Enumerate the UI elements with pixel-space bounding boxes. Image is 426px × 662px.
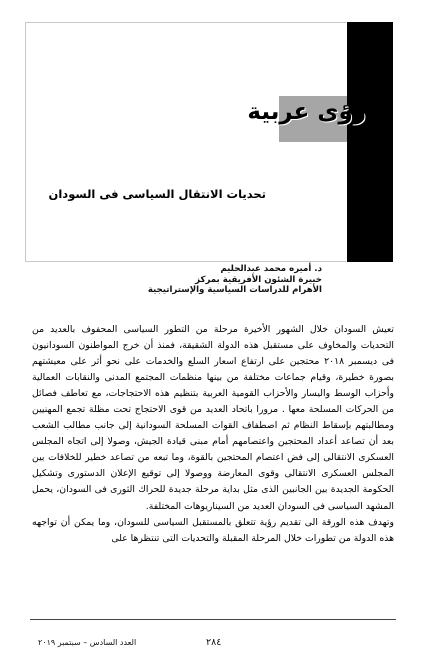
article-title: تحديات الانتقال السياسى فى السودان [48,187,266,201]
article-body [32,322,394,547]
decorative-black-bar [347,22,393,262]
author-affiliation-line1: خبيرة الشئون الأفريقية بمركز [195,274,322,285]
author-block [82,264,322,296]
body-paragraph-1: تعيش السودان خلال الشهور الأخيرة مرحلة من التطور السياسى المحفوف بالعديد من التحديات والمخاوف على مستقبل هذه الدولة الشقيقة، فمنذ أن خرج المواطنون السودانيون فى ديسمبر ٢٠١٨ محتجين على ارتفاع اسعار السلع والخدمات على نحو أثر على معيشتهم بصورة خطيرة، وقيام جماعات مختلفة من بينها منظمات المجتمع المدنى والنقابات العمالية وأحزاب الوسط واليسار والأحزاب القومية العربية بتنظيم هذه الاحتجاجات، مع تعاطف فصائل من الحركات المسلحة معها . مرورا باتحاد العديد من قوى الاحتجاج تحت مظلة تجمع المهنيين ومطالبتهم بإسقاط النظام ثم اصطفاف القوات المسلحة السودانية إلى جانب مطالب الشعب بعد أن تصاعد أعداد المحتجين واعتصامهم أمام مبنى قيادة الجيش، وصولا إلى اتجاه المجلس العسكرى الانتقالى إلى فض اعتصام المحتجين بالقوة، وما تبعه من تصاعد خطير للخلافات بين المجلس العسكرى الانتقالى وقوى المعارضة ووصولا إلى توقيع الإعلان الدستورى وتشكيل الحكومة الجديدة بين الجانبين الذى مثل بداية مرحلة جديدة للحراك الثورى فى السودان، يحمل المشهد السياسى فى السودان العديد من السيناريوهات المختلفة. [32,324,395,512]
body-paragraph-2: وتهدف هذه الورقة الى تقديم رؤية تتعلق بالمستقبل السياسى للسودان، وما يمكن أن تواجهه هذه الدولة من تطورات خلال المرحلة المقبلة والتحديات التى تنتظرها على [32,516,394,544]
author-name: د. أميره محمد عبدالحليم [220,264,322,274]
section-title: رؤى عربية [247,99,366,125]
header-frame [25,22,346,262]
author-affiliation-line2: الأهرام للدراسات السياسية والإستراتيجية [147,285,322,295]
page-number: ٢٨٤ [206,637,222,648]
footer-issue-info: العدد السادس – سبتمبر ٢٠١٩ [38,638,137,647]
footer-divider [30,619,396,620]
